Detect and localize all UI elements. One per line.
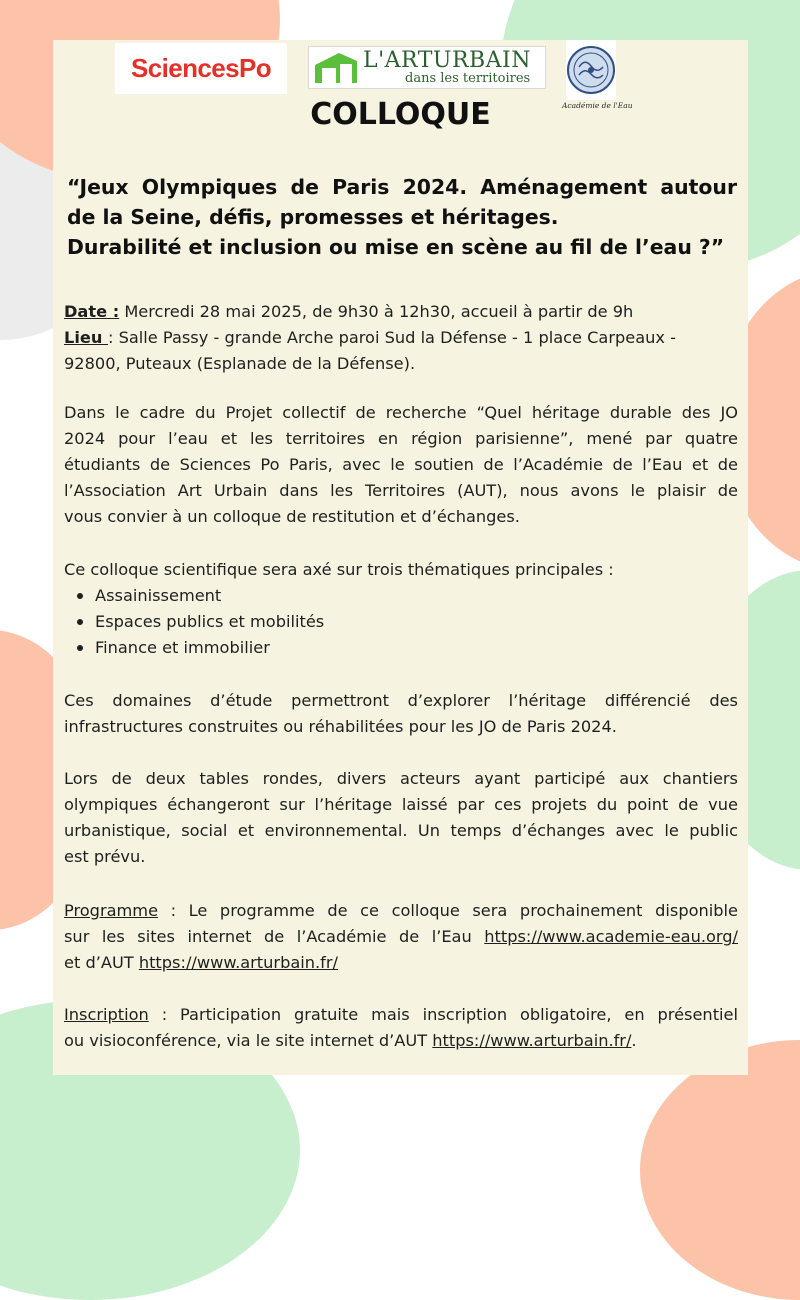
text-line: étudiants de Sciences Po Paris, avec le soutien de l’Académie de l’Eau et de	[64, 455, 738, 474]
programme-text: sur les sites internet de l’Académie de l’Eau	[64, 927, 485, 946]
text-line: Lors de deux tables rondes, divers acteurs ayant participé aux chantiers	[64, 769, 738, 788]
page-title: COLLOQUE	[310, 97, 491, 132]
text-line	[64, 1002, 738, 1028]
location-value: : Salle Passy - grande Arche paroi Sud la Défense - 1 place Carpeaux -	[108, 328, 676, 347]
arturbain-subtitle: dans les territoires	[405, 71, 531, 86]
text-line	[64, 924, 738, 950]
text-line: 2024 pour l’eau et les territoires en région parisienne”, mené par quatre	[64, 429, 738, 448]
text-line	[64, 950, 738, 976]
text-line: Ces domaines d’étude permettront d’explorer l’héritage différencié des	[64, 691, 738, 710]
seal-icon	[566, 40, 616, 100]
date-line	[64, 299, 738, 325]
building-icon	[313, 51, 359, 85]
colloquium-subject	[67, 172, 737, 262]
list-item: Finance et immobilier	[64, 635, 664, 661]
subject-line: “Jeux Olympiques de Paris 2024. Aménagement autour	[67, 175, 737, 199]
domains-paragraph	[64, 688, 738, 740]
sciencespo-logo	[115, 43, 287, 94]
date-value: Mercredi 28 mai 2025, de 9h30 à 12h30, accueil à partir de 9h	[119, 302, 634, 321]
text-line: Ce colloque scientifique sera axé sur trois thématiques principales :	[64, 560, 614, 579]
date-label: Date :	[64, 302, 120, 321]
arturbain-link[interactable]: https://www.arturbain.fr/	[138, 953, 338, 972]
location-label: Lieu	[64, 328, 109, 347]
inscription-text: .	[631, 1031, 637, 1050]
inscription-label: Inscription	[64, 1005, 149, 1024]
arturbain-title: L'ARTURBAIN	[363, 48, 531, 73]
academie-eau-label: Académie de l'Eau	[562, 101, 633, 110]
subject-line: Durabilité et inclusion ou mise en scène au fil de l’eau ?”	[67, 235, 725, 259]
text-line: est prévu.	[64, 847, 146, 866]
text-line: olympiques échangeront sur l’héritage laissé par ces projets du point de vue	[64, 795, 738, 814]
themes-intro	[64, 557, 738, 583]
inscription-text: ou visioconférence, via le site internet d’AUT	[64, 1031, 433, 1050]
text-line: vous convier à un colloque de restitution et d’échanges.	[64, 507, 520, 526]
arturbain-logo	[308, 46, 546, 89]
programme-paragraph	[64, 898, 738, 976]
programme-text: et d’AUT	[64, 953, 139, 972]
programme-label: Programme	[64, 901, 159, 920]
location-line	[64, 325, 738, 351]
text-line: infrastructures construites ou réhabilitées pour les JO de Paris 2024.	[64, 717, 617, 736]
text-line: urbanistique, social et environnemental. Un temps d’échanges avec le public	[64, 821, 738, 840]
list-item: Espaces publics et mobilités	[64, 609, 664, 635]
inscription-text: : Participation gratuite mais inscription obligatoire, en présentiel	[148, 1005, 738, 1024]
text-line	[64, 898, 738, 924]
text-line: l’Association Art Urbain dans les Territoires (AUT), nous avons le plaisir de	[64, 481, 738, 500]
list-item: Assainissement	[64, 583, 664, 609]
academie-eau-link[interactable]: https://www.academie-eau.org/	[484, 927, 738, 946]
round-tables-paragraph	[64, 766, 738, 870]
text-line: Dans le cadre du Projet collectif de recherche “Quel héritage durable des JO	[64, 403, 738, 422]
programme-text: : Le programme de ce colloque sera prochainement disponible	[158, 901, 738, 920]
intro-paragraph	[64, 400, 738, 530]
background-blob	[640, 1040, 800, 1300]
inscription-paragraph	[64, 1002, 738, 1054]
text-line	[64, 1028, 738, 1054]
sciencespo-logo-text: SciencesPo	[131, 53, 271, 83]
event-details	[64, 299, 738, 377]
themes-list	[64, 583, 664, 661]
subject-line: de la Seine, défis, promesses et héritages.	[67, 205, 559, 229]
location-line: 92800, Puteaux (Esplanade de la Défense).	[64, 354, 416, 373]
arturbain-registration-link[interactable]: https://www.arturbain.fr/	[432, 1031, 632, 1050]
